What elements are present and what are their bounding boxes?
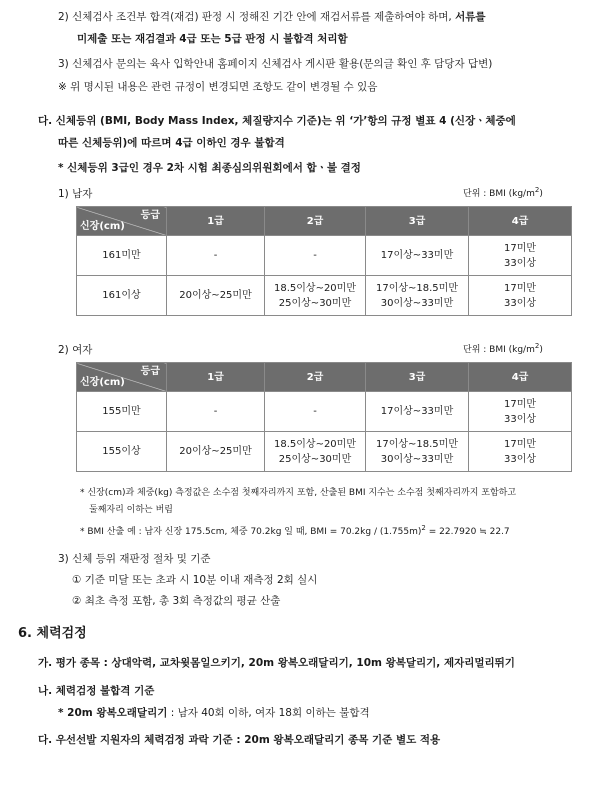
corner-grade-label: 등급: [140, 210, 160, 221]
header-grade-3: 3급: [366, 207, 469, 236]
item-3: 3) 신체검사 문의는 육사 입학안내 홈페이지 신체검사 게시판 활용(문의글 확인 후 담당자 답변): [58, 58, 493, 70]
section-6-title: 6. 체력검정: [18, 626, 87, 641]
header-grade-3: 3급: [366, 363, 469, 392]
corner-height-label: 신장(cm): [80, 221, 125, 232]
grade-1-cell: 20이상~25미만: [167, 276, 265, 316]
grade-3-cell: 17이상~33미만: [366, 236, 469, 276]
table-row: [77, 276, 572, 316]
section-6-ga: 가. 평가 종목 : 상대악력, 교차윗몸일으키기, 20m 왕복오래달리기, 10m 왕복달리기, 제자리멀리뛰기: [38, 657, 515, 669]
item-2-line-1: [58, 10, 486, 24]
section-6-na-star: [58, 706, 370, 720]
height-cell: 161미만: [77, 236, 167, 276]
footnote-1-line-1: * 신장(cm)과 체중(kg) 측정값은 소수점 첫째자리까지 포함, 산출된 BMI 지수는 소수점 첫째자리까지 포함하고: [80, 488, 517, 498]
male-bmi-table: [76, 206, 572, 316]
grade-1-cell: -: [167, 236, 265, 276]
grade-4-cell: 17미만 33이상: [469, 236, 572, 276]
grade-4-cell: 17미만 33이상: [469, 392, 572, 432]
grade-2-cell: 18.5이상~20미만 25이상~30미만: [265, 432, 366, 472]
item-2-bold-text: 서류를: [455, 11, 486, 23]
header-grade-1: 1급: [167, 207, 265, 236]
section-6-da: 다. 우선선발 지원자의 체력검정 과락 기준 : 20m 왕복오래달리기 종목 기준 별도 적용: [38, 734, 441, 746]
item-2-text: 2) 신체검사 조건부 합격(재검) 판정 시 정해진 기간 안에 재검서류를 제출하여야 하며,: [58, 11, 456, 23]
male-unit: 단위 : BMI $(kg/m^2)$: [463, 186, 543, 199]
table-row: [77, 236, 572, 276]
grade-2-cell: -: [265, 392, 366, 432]
item-2-line-2: 미제출 또는 재검결과 4급 또는 5급 판정 시 불합격 처리함: [77, 33, 348, 45]
na-star-bold: * 20m 왕복오래달리기: [58, 707, 168, 719]
header-grade-2: 2급: [265, 207, 366, 236]
height-cell: 155미만: [77, 392, 167, 432]
footnote-1-line-2: 둘째자리 이하는 버림: [89, 505, 173, 515]
grade-1-cell: -: [167, 392, 265, 432]
grade-2-cell: 18.5이상~20미만 25이상~30미만: [265, 276, 366, 316]
section-da-star: * 신체등위 3급인 경우 2차 시험 최종심의위원회에서 합ㆍ불 결정: [58, 162, 361, 174]
table-header-row: [77, 207, 572, 236]
table-row: [77, 432, 572, 472]
height-cell: 161이상: [77, 276, 167, 316]
female-label: 2) 여자: [58, 344, 93, 356]
grade-3-cell: 17이상~18.5미만 30이상~33미만: [366, 276, 469, 316]
header-grade-1: 1급: [167, 363, 265, 392]
height-cell: 155이상: [77, 432, 167, 472]
table-row: [77, 392, 572, 432]
female-bmi-table: [76, 362, 572, 472]
grade-1-cell: 20이상~25미만: [167, 432, 265, 472]
header-grade-4: 4급: [469, 207, 572, 236]
footnote-2: * BMI 산출 예 : 남자 신장 175.5cm, 체중 70.2kg 일 때, BMI = $70.2kg / (1.755m)^2 = 22.7920$ ≒ 22.7: [80, 524, 510, 537]
corner-grade-label: 등급: [140, 366, 160, 377]
table-corner-header: [77, 207, 167, 236]
grade-2-cell: -: [265, 236, 366, 276]
grade-4-cell: 17미만 33이상: [469, 276, 572, 316]
notice-line: ※ 위 명시된 내용은 관련 규정이 변경되면 조항도 같이 변경될 수 있음: [58, 81, 378, 93]
grade-3-cell: 17이상~33미만: [366, 392, 469, 432]
grade-4-cell: 17미만 33이상: [469, 432, 572, 472]
corner-height-label: 신장(cm): [80, 377, 125, 388]
table-header-row: [77, 363, 572, 392]
na-star-rest: : 남자 40회 이하, 여자 18회 이하는 불합격: [167, 707, 370, 719]
header-grade-4: 4급: [469, 363, 572, 392]
recheck-title: 3) 신체 등위 재판정 절차 및 기준: [58, 553, 211, 565]
recheck-step-1: ① 기준 미달 또는 초과 시 10분 이내 재측정 2회 실시: [72, 574, 318, 586]
recheck-step-2: ② 최초 측정 포함, 총 3회 측정값의 평균 산출: [72, 595, 281, 607]
female-unit: 단위 : BMI $(kg/m^2)$: [463, 342, 543, 355]
section-6-na: 나. 체력검정 불합격 기준: [38, 685, 155, 697]
grade-3-cell: 17이상~18.5미만 30이상~33미만: [366, 432, 469, 472]
section-da-line-1: 다. 신체등위 (BMI, Body Mass Index, 체질량지수 기준)는 위 ‘가’항의 규정 별표 4 (신장ㆍ체중에: [38, 115, 516, 127]
section-da-line-2: 따른 신체등위)에 따르며 4급 이하인 경우 불합격: [58, 137, 285, 149]
table-corner-header: [77, 363, 167, 392]
header-grade-2: 2급: [265, 363, 366, 392]
male-label: 1) 남자: [58, 188, 93, 200]
